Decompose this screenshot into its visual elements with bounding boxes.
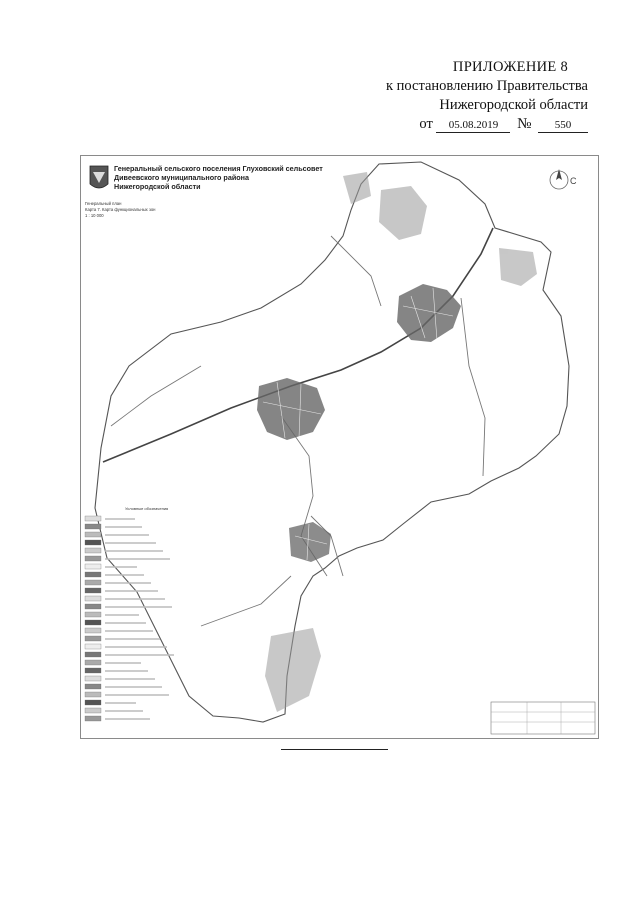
coat-of-arms-emblem (90, 166, 108, 188)
legend-swatch (85, 700, 101, 705)
legend-swatch (85, 628, 101, 633)
map-frame (80, 155, 599, 739)
legend-swatch (85, 588, 101, 593)
legend-title: Условные обозначения (125, 506, 169, 511)
appendix-region-line: Нижегородской области (439, 97, 588, 113)
legend-swatch (85, 612, 101, 617)
map-scale: 1 : 10 000 (85, 213, 104, 218)
compass-label: С (570, 176, 577, 186)
appendix-resolution-line: к постановлению Правительства (386, 78, 588, 94)
map-title-line3: Нижегородской области (114, 182, 201, 191)
legend-swatch (85, 676, 101, 681)
legend-swatch (85, 620, 101, 625)
map-subtitle-line2: Карта 7. Карта функциональных зон (85, 207, 156, 212)
map-title-line1: Генеральный сельского поселения Глуховский сельсовет (114, 164, 323, 173)
legend-swatch (85, 708, 101, 713)
legend-swatch (85, 644, 101, 649)
functional-zones-map (81, 156, 598, 738)
legend-swatch (85, 556, 101, 561)
settlement-boundary (95, 162, 569, 722)
resolution-date: 05.08.2019 (436, 118, 510, 133)
map-title-line2: Дивеевского муниципального района (114, 173, 249, 182)
legend-swatch (85, 596, 101, 601)
legend-swatch (85, 516, 101, 521)
legend-swatch (85, 524, 101, 529)
north-arrow-icon (550, 169, 577, 189)
legend-swatch (85, 716, 101, 721)
legend-swatch (85, 668, 101, 673)
legend-swatch (85, 580, 101, 585)
closing-rule (281, 749, 388, 750)
appendix-date-number-row (328, 115, 588, 134)
resolution-number: 550 (538, 118, 588, 133)
appendix-header (328, 58, 588, 134)
legend-swatch (85, 572, 101, 577)
legend-swatch (85, 684, 101, 689)
legend-swatch (85, 652, 101, 657)
legend-swatch (85, 692, 101, 697)
map-subtitle-line1: Генеральный план (85, 201, 122, 206)
legend-swatch (85, 564, 101, 569)
from-label: от (419, 116, 433, 132)
appendix-title: ПРИЛОЖЕНИЕ 8 (452, 59, 568, 75)
legend-swatch (85, 532, 101, 537)
legend-swatch (85, 540, 101, 545)
legend-swatch (85, 604, 101, 609)
title-block-stamp (491, 702, 595, 734)
legend-swatch (85, 660, 101, 665)
number-sign: № (517, 116, 532, 132)
legend-swatch (85, 636, 101, 641)
legend-swatch (85, 548, 101, 553)
